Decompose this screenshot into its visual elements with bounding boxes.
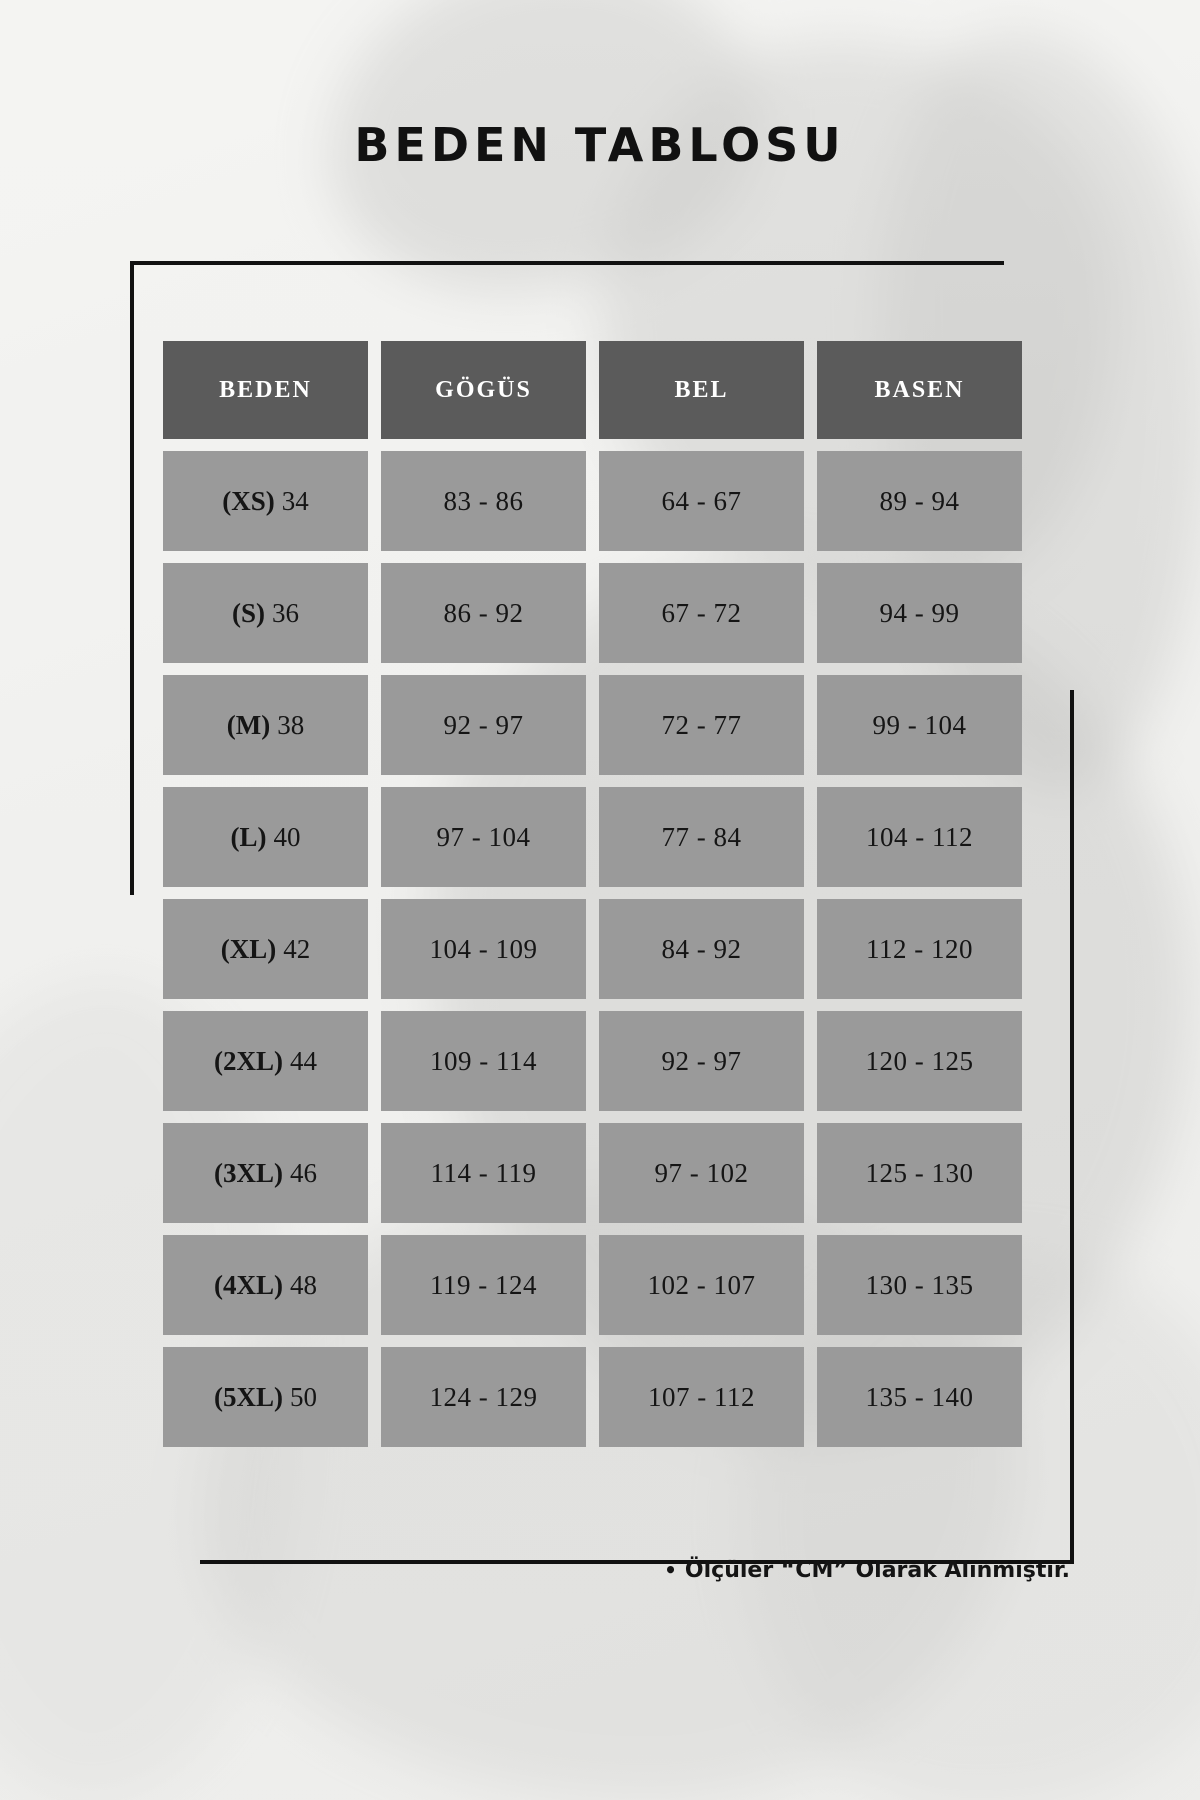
cell-gogus: 109 - 114: [381, 1011, 586, 1111]
cell-basen: 130 - 135: [817, 1235, 1022, 1335]
column-header-bel: BEL: [599, 341, 804, 439]
cell-beden: [163, 787, 368, 887]
footnote-text: Ölçüler “CM” Olarak Alınmıştır.: [684, 1558, 1070, 1583]
cell-gogus: 119 - 124: [381, 1235, 586, 1335]
size-code: (L): [230, 821, 267, 852]
page-title: BEDEN TABLOSU: [354, 118, 846, 172]
cell-basen: 120 - 125: [817, 1011, 1022, 1111]
size-code: (S): [232, 597, 265, 628]
column-header-beden: BEDEN: [163, 341, 368, 439]
size-number: 48: [290, 1269, 317, 1300]
cell-bel: 77 - 84: [599, 787, 804, 887]
size-table: [163, 341, 1043, 1447]
cell-basen: 99 - 104: [817, 675, 1022, 775]
cell-bel: 107 - 112: [599, 1347, 804, 1447]
size-number: 44: [290, 1045, 317, 1076]
size-code: (M): [226, 709, 271, 740]
table-row: [163, 787, 1043, 887]
cell-gogus: 97 - 104: [381, 787, 586, 887]
cell-beden: [163, 1011, 368, 1111]
cell-bel: 84 - 92: [599, 899, 804, 999]
table-header-row: [163, 341, 1043, 439]
cell-bel: 102 - 107: [599, 1235, 804, 1335]
column-header-gogus: GÖGÜS: [381, 341, 586, 439]
cell-gogus: 124 - 129: [381, 1347, 586, 1447]
cell-bel: 97 - 102: [599, 1123, 804, 1223]
size-code: (XS): [222, 485, 275, 516]
cell-beden: [163, 451, 368, 551]
table-row: [163, 1235, 1043, 1335]
size-number: 38: [277, 709, 305, 740]
cell-gogus: 114 - 119: [381, 1123, 586, 1223]
table-row: [163, 1347, 1043, 1447]
cell-basen: 112 - 120: [817, 899, 1022, 999]
footnote: [0, 1558, 1070, 1583]
cell-bel: 72 - 77: [599, 675, 804, 775]
cell-bel: 92 - 97: [599, 1011, 804, 1111]
size-number: 42: [283, 933, 311, 964]
size-code: (XL): [220, 933, 277, 964]
size-code: (2XL): [214, 1045, 283, 1076]
cell-bel: 67 - 72: [599, 563, 804, 663]
cell-gogus: 86 - 92: [381, 563, 586, 663]
size-number: 36: [272, 597, 299, 628]
cell-basen: 89 - 94: [817, 451, 1022, 551]
size-number: 34: [281, 485, 309, 516]
bullet-icon: •: [664, 1558, 677, 1582]
cell-beden: [163, 563, 368, 663]
cell-basen: 135 - 140: [817, 1347, 1022, 1447]
table-row: [163, 1123, 1043, 1223]
cell-beden: [163, 675, 368, 775]
size-code: (3XL): [214, 1157, 283, 1188]
table-row: [163, 563, 1043, 663]
table-row: [163, 675, 1043, 775]
cell-gogus: 83 - 86: [381, 451, 586, 551]
table-row: [163, 899, 1043, 999]
size-number: 50: [290, 1381, 317, 1412]
cell-basen: 94 - 99: [817, 563, 1022, 663]
cell-gogus: 92 - 97: [381, 675, 586, 775]
table-row: [163, 451, 1043, 551]
cell-basen: 104 - 112: [817, 787, 1022, 887]
size-number: 46: [290, 1157, 317, 1188]
table-row: [163, 1011, 1043, 1111]
size-number: 40: [273, 821, 301, 852]
cell-beden: [163, 1347, 368, 1447]
cell-bel: 64 - 67: [599, 451, 804, 551]
cell-beden: [163, 1235, 368, 1335]
cell-beden: [163, 899, 368, 999]
cell-gogus: 104 - 109: [381, 899, 586, 999]
size-code: (5XL): [214, 1381, 283, 1412]
cell-beden: [163, 1123, 368, 1223]
cell-basen: 125 - 130: [817, 1123, 1022, 1223]
column-header-basen: BASEN: [817, 341, 1022, 439]
size-code: (4XL): [214, 1269, 283, 1300]
